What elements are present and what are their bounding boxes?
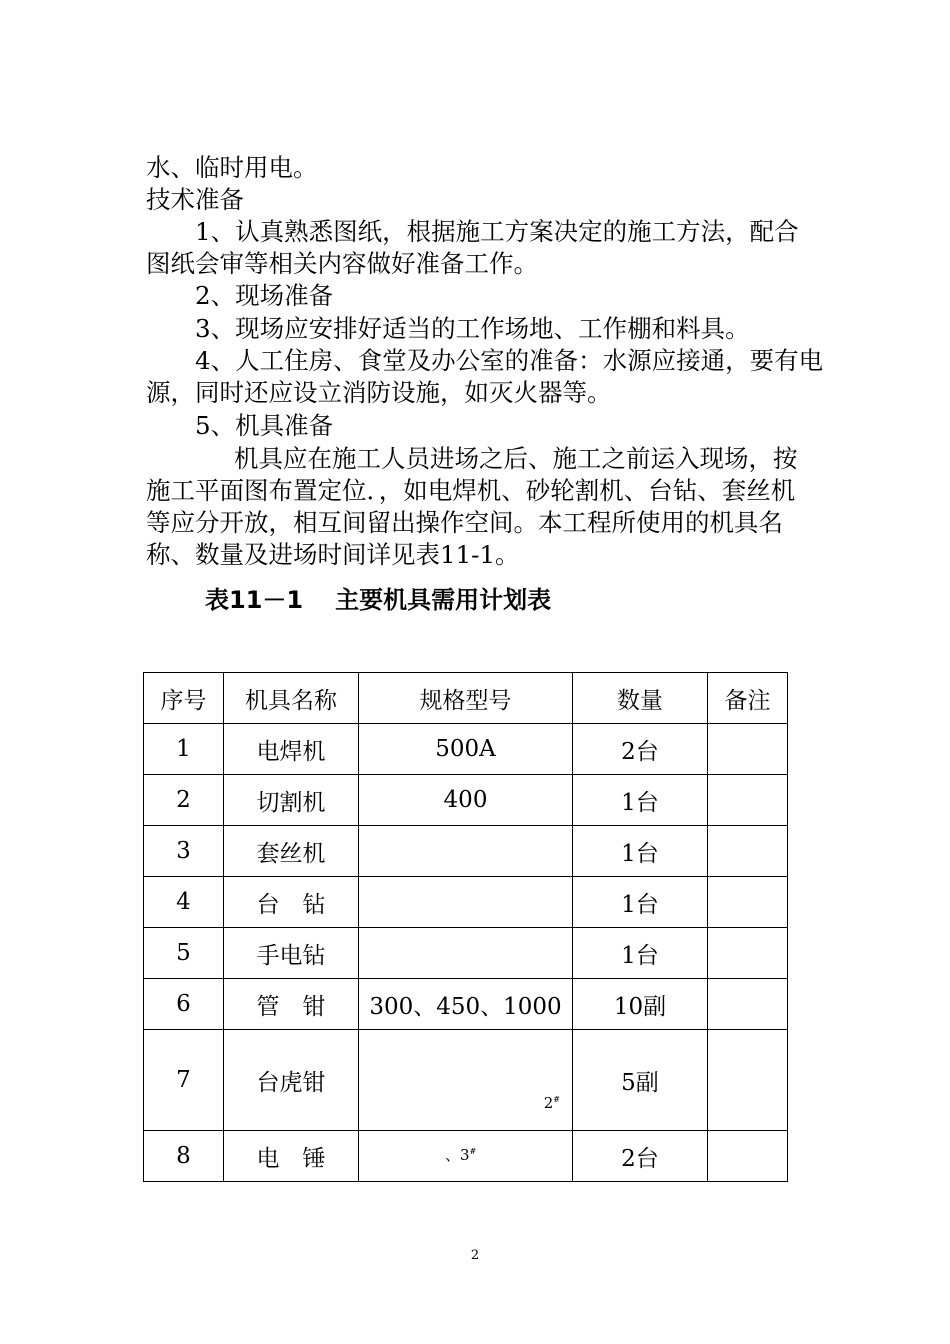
- table-cell: 1台: [573, 877, 708, 928]
- table-number: 表11－1: [205, 586, 304, 614]
- table-cell: 1台: [573, 826, 708, 877]
- table-row: [144, 775, 788, 826]
- paragraph-line: 图纸会审等相关内容做好准备工作。: [146, 249, 538, 278]
- header-cell: 规格型号: [359, 673, 573, 724]
- table-cell: 台虎钳: [224, 1030, 359, 1131]
- table-cell: 套丝机: [224, 826, 359, 877]
- table-cell: 2台: [573, 724, 708, 775]
- table-row: [144, 826, 788, 877]
- paragraph-line: 水、临时用电。: [146, 153, 318, 182]
- table-row: [144, 928, 788, 979]
- table-cell: [708, 775, 788, 826]
- table-cell: [359, 826, 573, 877]
- table-cell: [708, 724, 788, 775]
- section-heading: 技术准备: [146, 185, 244, 214]
- page-number: 2: [470, 1248, 480, 1263]
- table-cell: 切割机: [224, 775, 359, 826]
- table-cell: [708, 979, 788, 1030]
- header-cell: 序号: [144, 673, 224, 724]
- table-cell: 500A: [359, 724, 573, 775]
- table-cell: 1台: [573, 928, 708, 979]
- table-cell: 台 钻: [224, 877, 359, 928]
- table-cell: 电焊机: [224, 724, 359, 775]
- table-cell: [708, 826, 788, 877]
- paragraph-line: 3、现场应安排好适当的工作场地、工作棚和料具。: [195, 314, 750, 343]
- table-cell: 5: [144, 928, 224, 979]
- header-cell: 数量: [573, 673, 708, 724]
- table-cell: 2: [144, 775, 224, 826]
- table-cell: 手电钻: [224, 928, 359, 979]
- table-cell: 6: [144, 979, 224, 1030]
- table-title: [205, 580, 551, 615]
- paragraph-line: 1、认真熟悉图纸，根据施工方案决定的施工方法，配合: [195, 217, 799, 246]
- table-cell: 5副: [573, 1030, 708, 1131]
- paragraph-line: 4、人工住房、食堂及办公室的准备：水源应接通，要有电: [195, 346, 824, 375]
- table-cell: [708, 1131, 788, 1182]
- table-cell: 10副: [573, 979, 708, 1030]
- table-header-row: [144, 673, 788, 724]
- paragraph-line: 称、数量及进场时间详见表11-1。: [146, 540, 520, 569]
- table-cell: [359, 928, 573, 979]
- spec-part-1: 2#: [543, 1094, 560, 1112]
- table-cell: [708, 1030, 788, 1131]
- table-cell: 8: [144, 1131, 224, 1182]
- table-name: 主要机具需用计划表: [335, 586, 552, 614]
- paragraph-line: 等应分开放，相互间留出操作空间。本工程所使用的机具名: [146, 508, 783, 537]
- table-cell: 7: [144, 1030, 224, 1131]
- table-cell: 400: [359, 775, 573, 826]
- table-cell-spec: [359, 1030, 573, 1164]
- paragraph-line: 5、机具准备: [195, 411, 334, 440]
- table-cell: 1: [144, 724, 224, 775]
- paragraph-line: 源，同时还应设立消防设施，如灭火器等。: [146, 378, 612, 407]
- table-cell: 3: [144, 826, 224, 877]
- header-cell: 备注: [708, 673, 788, 724]
- table-row: [144, 979, 788, 1030]
- table-cell: [708, 877, 788, 928]
- table-cell: [359, 877, 573, 928]
- paragraph-line: 机具应在施工人员进场之后、施工之前运入现场，按: [234, 444, 798, 473]
- paragraph-line: 施工平面图布置定位．，如电焊机、砂轮割机、台钻、套丝机: [146, 476, 796, 505]
- table-cell: [708, 928, 788, 979]
- table-row: [144, 877, 788, 928]
- table-cell: 2台: [573, 1131, 708, 1182]
- table-cell: 4: [144, 877, 224, 928]
- table-cell: 1台: [573, 775, 708, 826]
- table-cell: 管 钳: [224, 979, 359, 1030]
- table-row: [144, 724, 788, 775]
- equipment-table: [143, 672, 788, 1182]
- header-cell: 机具名称: [224, 673, 359, 724]
- paragraph-line: 2、现场准备: [195, 281, 334, 310]
- table-row: [144, 1030, 788, 1131]
- spec-part-2: 、3#: [445, 1146, 477, 1164]
- table-cell: 电 锤: [224, 1131, 359, 1182]
- table-cell: 300、450、1000: [359, 979, 573, 1030]
